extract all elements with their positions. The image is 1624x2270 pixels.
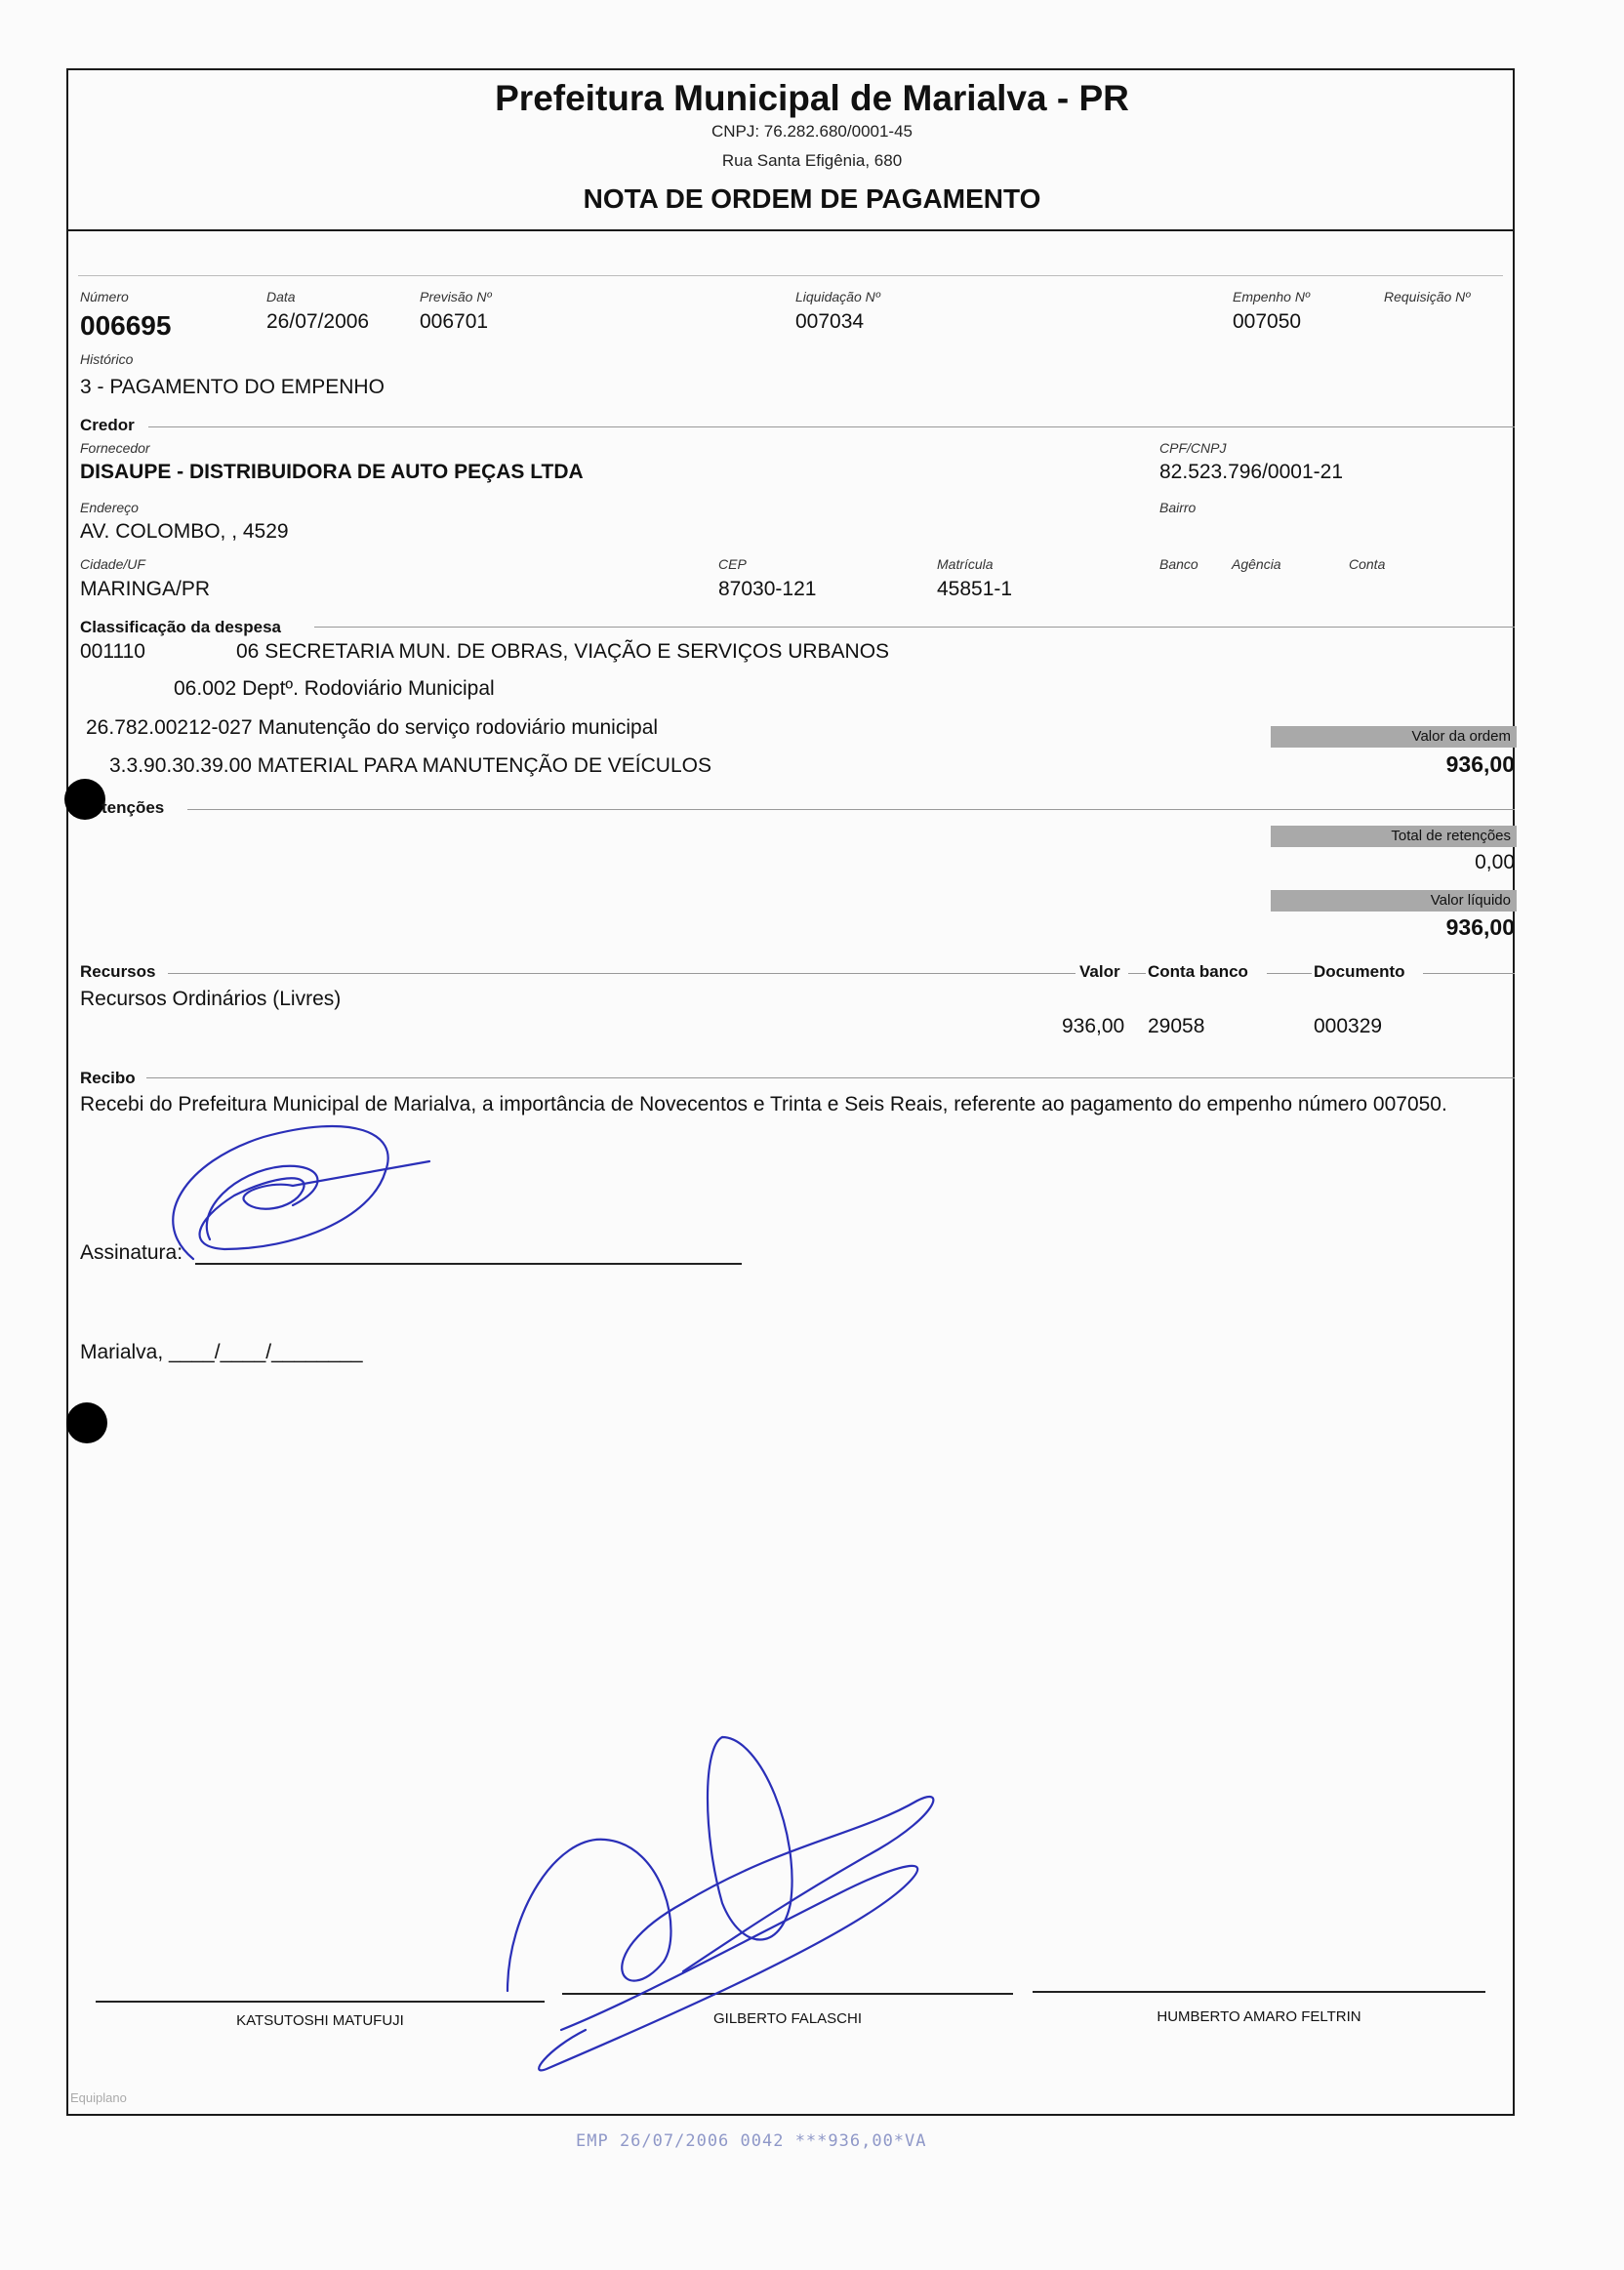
header-address: Rua Santa Efigênia, 680 [721,151,903,170]
valor-ordem-value: 936,00 [1445,751,1515,777]
recursos-conta-label: Conta banco [1148,962,1248,981]
numero-label: Número [80,289,129,304]
endereco-label: Endereço [80,500,139,515]
empenho-value: 007050 [1233,310,1302,333]
agencia-label: Agência [1232,556,1281,572]
payment-stamp: EMP 26/07/2006 0042 ***936,00*VA [576,2131,927,2151]
liquidacao-label: Liquidação Nº [795,289,880,304]
signature-name-1: KATSUTOSHI MATUFUJI [236,2012,404,2029]
historico-label: Histórico [80,351,134,367]
local-data: Marialva, ____/____/________ [80,1341,363,1363]
gilberto-signature-tail [539,1866,917,2071]
recursos-documento-label: Documento [1314,962,1405,981]
document-title: NOTA DE ORDEM DE PAGAMENTO [583,183,1041,214]
endereco-value: AV. COLOMBO, , 4529 [80,520,289,543]
conta-label: Conta [1349,556,1386,572]
recibo-signature-ink [173,1126,429,1259]
programa: 26.782.00212-027 Manutenção do serviço rodoviário municipal [86,716,659,739]
recursos-valor: 936,00 [1062,1015,1125,1037]
valor-liquido-label: Valor líquido [1271,890,1517,912]
total-retencoes-label: Total de retenções [1271,826,1517,847]
total-retencoes-value: 0,00 [1475,851,1515,873]
secretaria: 06 SECRETARIA MUN. DE OBRAS, VIAÇÃO E SERVIÇOS URBANOS [236,640,890,663]
matricula-label: Matrícula [937,556,994,572]
fornecedor-value: DISAUPE - DISTRIBUIDORA DE AUTO PEÇAS LTDA [80,461,584,483]
classificacao-code: 001110 [80,640,145,663]
retencoes-section: tenções [102,798,165,817]
cidade-label: Cidade/UF [80,556,145,572]
recibo-section: Recibo [80,1069,136,1087]
empenho-label: Empenho Nº [1233,289,1311,304]
departamento: 06.002 Deptº. Rodoviário Municipal [174,677,495,700]
banco-label: Banco [1159,556,1198,572]
signature-name-2: GILBERTO FALASCHI [713,2010,862,2027]
bairro-label: Bairro [1159,500,1197,515]
previsao-label: Previsão Nº [420,289,492,304]
fornecedor-label: Fornecedor [80,440,150,456]
recursos-documento: 000329 [1314,1015,1383,1037]
signature-name-3: HUMBERTO AMARO FELTRIN [1157,2008,1361,2025]
historico-value: 3 - PAGAMENTO DO EMPENHO [80,376,385,398]
numero-value: 006695 [80,310,172,341]
recursos-valor-label: Valor [1079,962,1120,981]
recursos-conta: 29058 [1148,1015,1205,1037]
cidade-value: MARINGA/PR [80,578,211,600]
valor-liquido-value: 936,00 [1445,914,1515,940]
requisicao-label: Requisição Nº [1384,289,1471,304]
liquidacao-value: 007034 [795,310,865,333]
cpf-value: 82.523.796/0001-21 [1159,461,1344,483]
credor-section: Credor [80,416,135,434]
page-title: Prefeitura Municipal de Marialva - PR [495,78,1129,118]
classificacao-section: Classificação da despesa [80,618,282,636]
data-value: 26/07/2006 [266,310,370,333]
matricula-value: 45851-1 [937,578,1013,600]
valor-ordem-label: Valor da ordem [1271,726,1517,748]
header-cnpj: CNPJ: 76.282.680/0001-45 [710,122,914,141]
elemento: 3.3.90.30.39.00 MATERIAL PARA MANUTENÇÃO DE VEÍCULOS [109,754,711,777]
cpf-label: CPF/CNPJ [1159,440,1227,456]
recursos-section: Recursos [80,962,156,981]
recibo-texto: Recebi do Prefeitura Municipal de Marialva, a importância de Novecentos e Trinta e Seis Reais, referente ao pagamento do empenho número 007050. [80,1093,1447,1115]
assinatura-label: Assinatura: [80,1241,183,1264]
cep-value: 87030-121 [718,578,817,600]
cep-label: CEP [718,556,747,572]
recursos-descricao: Recursos Ordinários (Livres) [80,988,342,1010]
previsao-value: 006701 [420,310,489,333]
software-credit: Equiplano [70,2090,127,2105]
data-label: Data [266,289,296,304]
